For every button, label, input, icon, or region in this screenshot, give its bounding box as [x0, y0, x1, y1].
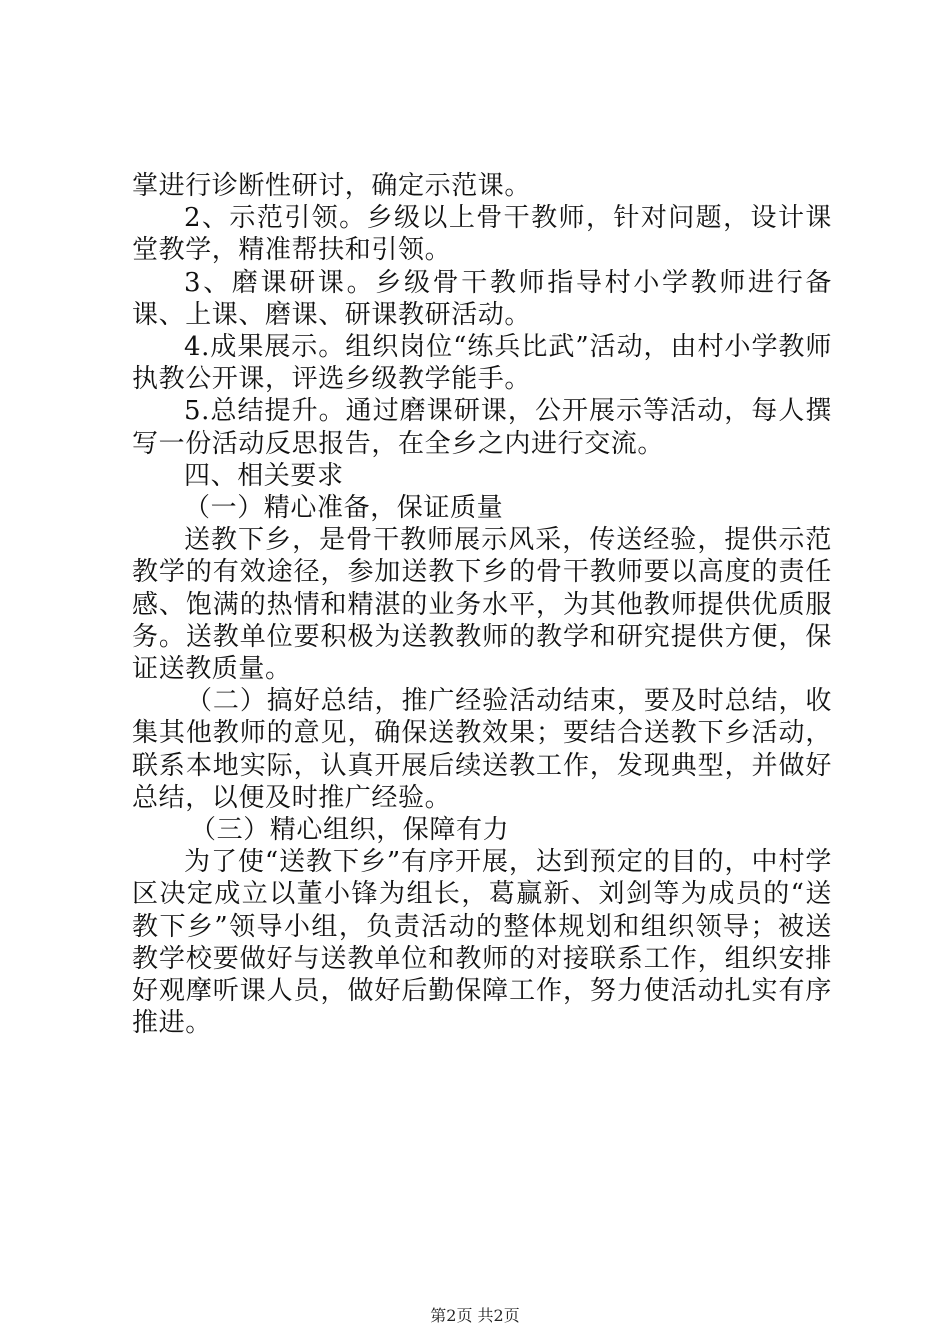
- paragraph-step-2: 2、示范引领。乡级以上骨干教师，针对问题，设计课堂教学，精准帮扶和引领。: [132, 203, 832, 266]
- paragraph-step-5: 5.总结提升。通过磨课研课，公开展示等活动，每人撰写一份活动反思报告，在全乡之内进行交流。: [132, 396, 832, 459]
- paragraph-continuation: 掌进行诊断性研讨，确定示范课。: [132, 171, 532, 201]
- paragraph-step-4: 4.成果展示。组织岗位“练兵比武”活动，由村小学教师执教公开课，评选乡级教学能手。: [132, 332, 832, 395]
- subheading-preparation: （一）精心准备，保证质量: [184, 493, 504, 524]
- section-heading-requirements: 四、相关要求: [184, 460, 344, 491]
- paragraph-organization: 为了使“送教下乡”有序开展，达到预定的目的，中村学区决定成立以董小锋为组长，葛赢新、刘剑等为成员的“送教下乡”领导小组，负责活动的整体规划和组织领导；被送教学校要做好与送教单位和教师的对接联系工作，组织安排好观摩听课人员，做好后勤保障工作，努力使活动扎实有序推进。: [132, 847, 832, 1039]
- page-footer: [0, 1306, 950, 1326]
- paragraph-preparation: 送教下乡，是骨干教师展示风采，传送经验，提供示范教学的有效途径，参加送教下乡的骨干教师要以高度的责任感、饱满的热情和精湛的业务水平，为其他教师提供优质服务。送教单位要积极为送教教师的教学和研究提供方便，保证送教质量。: [132, 525, 832, 685]
- subheading-organization: （三）精心组织，保障有力: [190, 815, 510, 846]
- paragraph-summary: （二）搞好总结，推广经验活动结束，要及时总结，收集其他教师的意见，确保送教效果；要结合送教下乡活动，联系本地实际，认真开展后续送教工作，发现典型，并做好总结，以便及时推广经验。: [132, 686, 832, 813]
- paragraph-step-3: 3、磨课研课。乡级骨干教师指导村小学教师进行备课、上课、磨课、研课教研活动。: [132, 267, 832, 330]
- document-body: [132, 170, 832, 1039]
- page-number-label: 第2页 共2页: [430, 1306, 520, 1325]
